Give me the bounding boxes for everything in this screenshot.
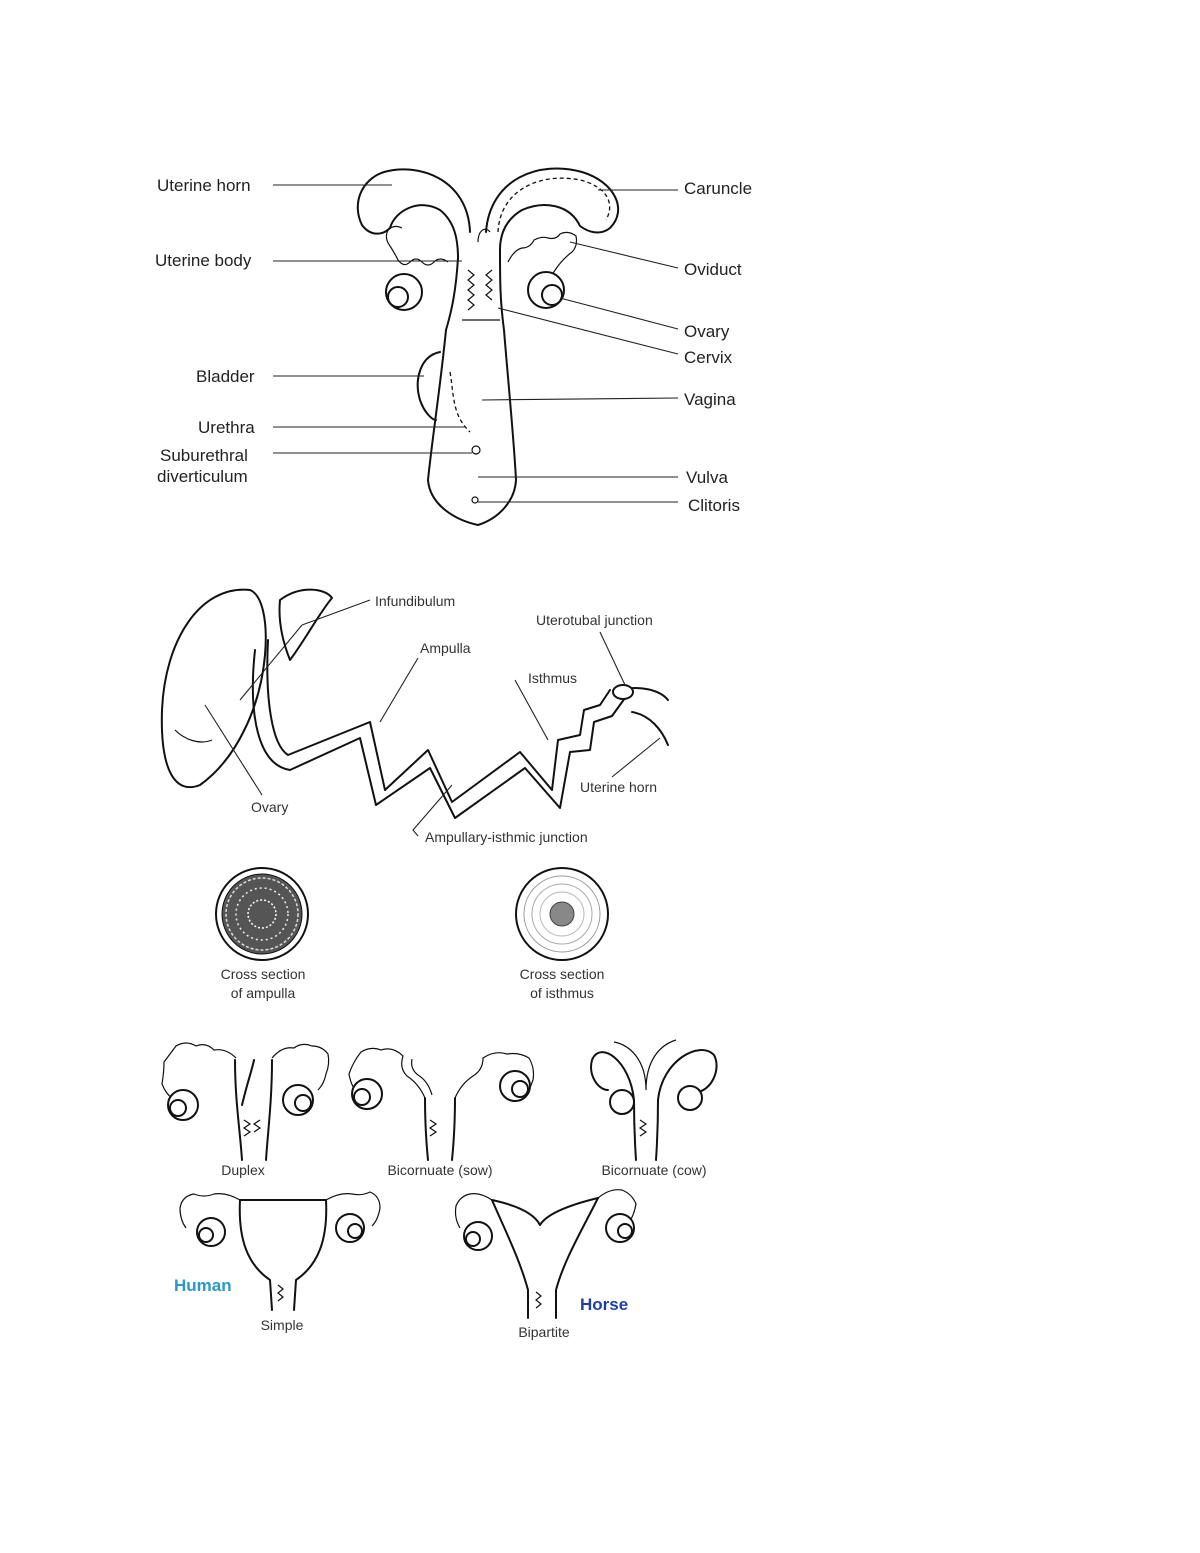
label-bicornuate-cow: Bicornuate (cow): [601, 1162, 707, 1178]
oviduct-tube-upper: [267, 640, 610, 802]
label-isthmus: Isthmus: [528, 670, 578, 686]
label-infundibulum: Infundibulum: [375, 593, 456, 609]
label-caruncle: Caruncle: [684, 179, 753, 198]
cross-section-ampulla: [216, 868, 308, 960]
label-cross-isthmus-1: Cross section: [519, 966, 605, 982]
cervical-rings: [468, 270, 492, 310]
label-simple: Simple: [260, 1317, 304, 1333]
label-clitoris: Clitoris: [688, 496, 740, 515]
label-ampulla: Ampulla: [420, 640, 471, 656]
label-uterine-body: Uterine body: [155, 251, 252, 270]
uterus-bicornuate-sow: [349, 1048, 534, 1160]
uterotubal-junction-mark: [613, 685, 633, 699]
label-oviduct-ovary: Ovary: [251, 799, 289, 815]
leader-ampulla: [380, 658, 418, 722]
uterus-bicornuate-cow: [591, 1040, 716, 1160]
right-uterine-horn: [486, 168, 618, 250]
leader-uterotubal: [600, 632, 625, 685]
figure-oviduct: [162, 590, 668, 1001]
label-ampullary-isthmic-junction: Ampullary-isthmic junction: [425, 829, 588, 845]
left-uterine-horn: [358, 169, 470, 258]
urethra: [450, 372, 470, 432]
figure-uterus-types: [162, 1040, 717, 1340]
label-ovary: Ovary: [684, 322, 730, 341]
leader-vagina: [482, 398, 678, 400]
label-oviduct-uterine-horn: Uterine horn: [580, 779, 658, 795]
leader-oviduct: [570, 242, 678, 268]
leader-uterine-horn-2: [612, 738, 660, 777]
label-human: Human: [174, 1276, 232, 1295]
label-uterine-horn: Uterine horn: [157, 176, 251, 195]
leader-ovary: [560, 298, 678, 329]
label-bicornuate-sow: Bicornuate (sow): [387, 1162, 493, 1178]
label-cross-ampulla-2: of ampulla: [230, 985, 296, 1001]
figure-cow-reproductive-tract: [155, 168, 752, 525]
leader-cervix: [498, 308, 678, 354]
label-urethra: Urethra: [198, 418, 255, 437]
leader-isthmus: [515, 680, 548, 740]
label-bladder: Bladder: [196, 367, 255, 386]
label-vagina: Vagina: [684, 390, 736, 409]
label-bipartite: Bipartite: [518, 1324, 570, 1340]
label-cross-ampulla-1: Cross section: [220, 966, 306, 982]
clitoris-mark: [472, 497, 478, 503]
label-cervix: Cervix: [684, 348, 733, 367]
horn-septum: [478, 229, 490, 242]
label-suburethral-1: Suburethral: [160, 446, 248, 465]
label-cross-isthmus-2: of isthmus: [530, 985, 594, 1001]
uterus-duplex: [162, 1043, 329, 1160]
uterine-body-outline: [428, 250, 516, 525]
suburethral-diverticulum-mark: [472, 446, 480, 454]
label-horse: Horse: [580, 1295, 629, 1314]
label-uterotubal-junction: Uterotubal junction: [536, 612, 653, 628]
cross-section-isthmus: [516, 868, 608, 960]
label-duplex: Duplex: [221, 1162, 265, 1178]
label-oviduct: Oviduct: [684, 260, 742, 279]
label-vulva: Vulva: [686, 468, 728, 487]
label-suburethral-2: diverticulum: [157, 467, 248, 486]
right-ovary-follicle: [542, 285, 562, 305]
left-ovary-follicle: [388, 287, 408, 307]
infundibulum: [279, 590, 332, 660]
left-oviduct: [386, 226, 448, 265]
